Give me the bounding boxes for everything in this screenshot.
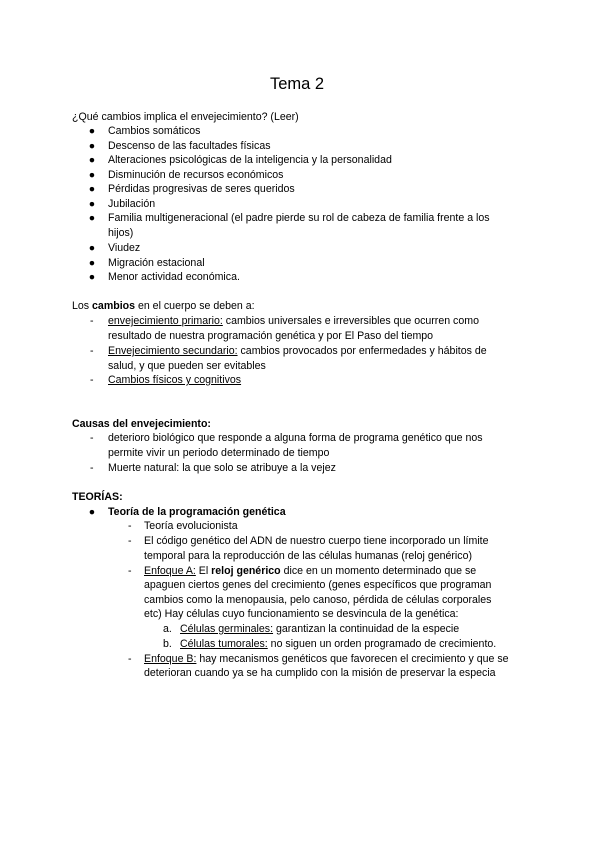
list-item-continuation: apaguen ciertos genes del crecimiento (genes específicos que programan (144, 579, 492, 591)
dash-marker: - (90, 315, 94, 327)
bullet-icon: ● (88, 154, 96, 166)
list-item: Descenso de las facultades físicas (108, 140, 271, 152)
list-item: Disminución de recursos económicos (108, 169, 284, 181)
dash-marker: - (128, 535, 132, 547)
list-item: Células germinales: garantizan la continuidad de la especie (180, 623, 460, 635)
list-item: Enfoque A: El reloj genérico dice en un momento determinado que se (144, 565, 477, 577)
bullet-icon: ● (88, 125, 96, 137)
page-title: Tema 2 (270, 75, 325, 93)
dash-marker: - (90, 432, 94, 444)
list-item-continuation: cambios como la menopausia, pelo canoso, pérdida de células corporales (144, 594, 492, 606)
sublist-marker-a: a. (163, 623, 172, 635)
dash-marker: - (90, 345, 94, 357)
list-item: Cambios físicos y cognitivos (108, 374, 242, 386)
bullet-icon: ● (88, 198, 96, 210)
list-item-continuation: etc) Hay células cuyo funcionamiento se desvincula de la genética: (144, 608, 459, 620)
list-item-continuation: temporal para la reproducción de las células humanas (reloj genérico) (144, 550, 472, 562)
list-item: Muerte natural: la que solo se atribuye a la vejez (108, 462, 336, 474)
list-item: Envejecimiento secundario: cambios provocados por enfermedades y hábitos de (108, 345, 487, 357)
question-heading: ¿Qué cambios implica el envejecimiento? (Leer) (72, 111, 299, 123)
dash-marker: - (128, 565, 132, 577)
dash-marker: - (128, 520, 132, 532)
list-item-continuation: hijos) (108, 227, 134, 239)
list-item: Pérdidas progresivas de seres queridos (108, 183, 295, 195)
bullet-icon: ● (88, 169, 96, 181)
dash-marker: - (90, 462, 94, 474)
list-item: Alteraciones psicológicas de la inteligencia y la personalidad (108, 154, 392, 166)
list-item: Migración estacional (108, 257, 205, 269)
bullet-icon: ● (88, 212, 96, 224)
list-item: Teoría evolucionista (144, 520, 238, 532)
list-item: Viudez (108, 242, 141, 254)
dash-marker: - (128, 653, 132, 665)
sublist-marker-b: b. (163, 638, 172, 650)
bullet-icon: ● (88, 183, 96, 195)
list-item: Jubilación (108, 198, 156, 210)
list-item: Menor actividad económica. (108, 271, 240, 283)
list-item: envejecimiento primario: cambios universales e irreversibles que ocurren como (108, 315, 479, 327)
list-item: deterioro biológico que responde a alguna forma de programa genético que nos (108, 432, 483, 444)
theory-title: Teoría de la programación genética (108, 506, 286, 518)
theories-heading: TEORÍAS: (72, 491, 123, 503)
list-item-continuation: permite vivir un periodo determinado de tiempo (108, 447, 330, 459)
bullet-icon: ● (88, 242, 96, 254)
bullet-icon: ● (88, 271, 96, 283)
changes-intro: Los cambios en el cuerpo se deben a: (72, 300, 255, 312)
bullet-icon: ● (88, 140, 96, 152)
causes-heading: Causas del envejecimiento: (72, 418, 211, 430)
list-item: Células tumorales: no siguen un orden programado de crecimiento. (180, 638, 497, 650)
bullet-icon: ● (88, 506, 96, 518)
list-item-continuation: resultado de nuestra programación genética y por El Paso del tiempo (108, 330, 434, 342)
list-item: Cambios somáticos (108, 125, 201, 137)
dash-marker: - (90, 374, 94, 386)
bullet-icon: ● (88, 257, 96, 269)
list-item: Enfoque B: hay mecanismos genéticos que favorecen el crecimiento y que se (144, 653, 509, 665)
list-item: El código genético del ADN de nuestro cuerpo tiene incorporado un límite (144, 535, 489, 547)
list-item-continuation: deterioran cuando ya se ha cumplido con la misión de preservar la especia (144, 667, 496, 679)
list-item-continuation: salud, y que pueden ser evitables (108, 360, 266, 372)
list-item: Familia multigeneracional (el padre pierde su rol de cabeza de familia frente a los (108, 212, 490, 224)
